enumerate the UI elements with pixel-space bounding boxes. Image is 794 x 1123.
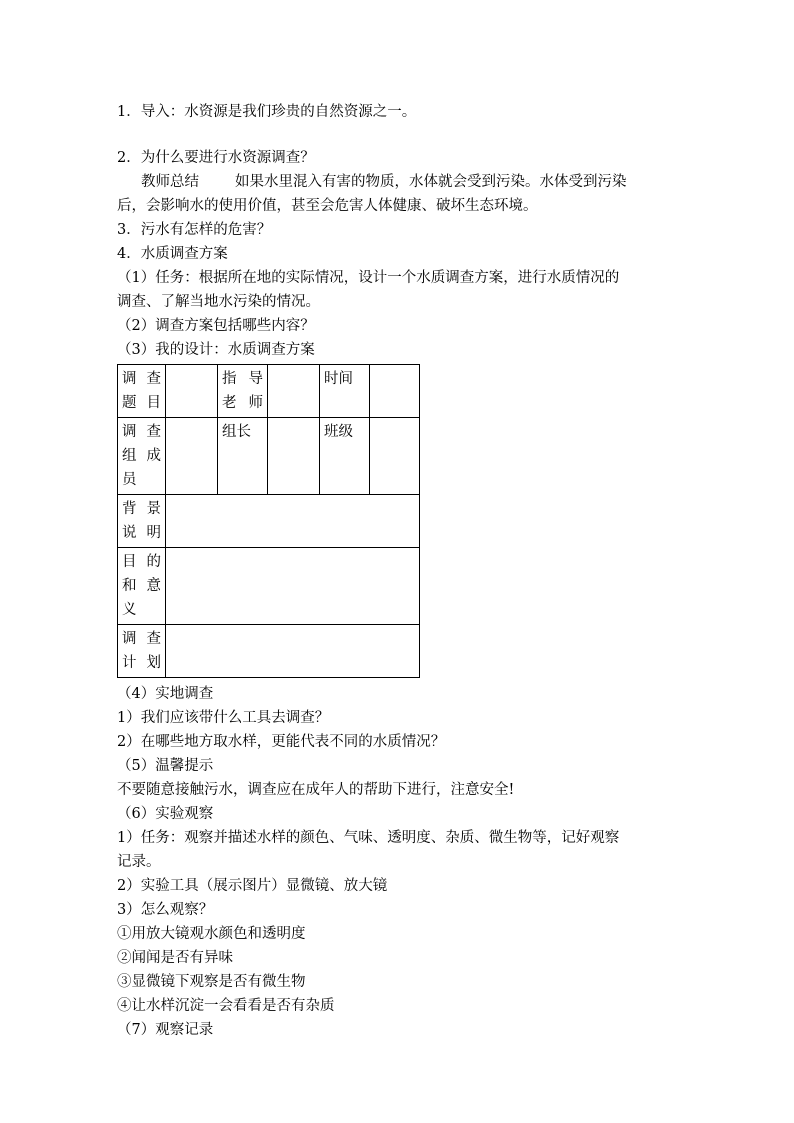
field-survey-heading: （4）实地调查: [117, 686, 214, 702]
experiment-task-continued: 记录。: [117, 854, 161, 870]
section-plan-heading: 4．水质调查方案: [117, 246, 228, 262]
teacher-summary-line: [117, 170, 677, 194]
how-to-observe: 3）怎么观察？: [117, 902, 214, 918]
label-leader: 组长: [218, 418, 268, 495]
advisor-cell[interactable]: [268, 365, 320, 418]
plan-contents-question: （2）调查方案包括哪些内容？: [117, 318, 315, 334]
list-item: ②闻闻是否有异味: [117, 950, 233, 966]
survey-topic-cell[interactable]: [166, 365, 218, 418]
experiment-heading: （6）实验观察: [117, 806, 214, 822]
table-row: [118, 365, 420, 418]
teacher-summary-label: 教师总结: [141, 174, 199, 190]
time-cell[interactable]: [370, 365, 420, 418]
task-line-continued: 调查、了解当地水污染的情况。: [117, 294, 320, 310]
blank-line: [117, 124, 677, 146]
background-cell[interactable]: [166, 495, 420, 548]
label-advisor: 指导老师: [218, 365, 268, 418]
question-harm: 3．污水有怎样的危害？: [117, 222, 272, 238]
leader-cell[interactable]: [268, 418, 320, 495]
plan-cell[interactable]: [166, 625, 420, 678]
list-item: ①用放大镜观水颜色和透明度: [117, 926, 306, 942]
teacher-summary-continued: 后，会影响水的使用价值，甚至会危害人体健康、破坏生态环境。: [117, 198, 538, 214]
teacher-summary-text: 如果水里混入有害的物质，水体就会受到污染。水体受到污染: [235, 174, 627, 190]
tools-question: 1）我们应该带什么工具去调查？: [117, 710, 330, 726]
sampling-question: 2）在哪些地方取水样，更能代表不同的水质情况？: [117, 734, 446, 750]
safety-tip: 不要随意接触污水，调查应在成年人的帮助下进行，注意安全!: [117, 782, 515, 798]
label-background: 背景说明: [118, 495, 166, 548]
task-line: （1）任务：根据所在地的实际情况，设计一个水质调查方案，进行水质情况的: [117, 270, 620, 286]
tips-heading: （5）温馨提示: [117, 758, 214, 774]
question-why-survey: 2．为什么要进行水资源调查？: [117, 150, 315, 166]
list-item: ③显微镜下观察是否有微生物: [117, 974, 306, 990]
label-survey-topic: 调查题目: [118, 365, 166, 418]
survey-plan-table: [117, 364, 420, 678]
label-time: 时间: [320, 365, 370, 418]
table-row: [118, 495, 420, 548]
label-members: 调查组成员: [118, 418, 166, 495]
table-row: [118, 548, 420, 625]
list-item: ④让水样沉淀一会看看是否有杂质: [117, 998, 335, 1014]
label-purpose: 目的和意义: [118, 548, 166, 625]
experiment-task: 1）任务：观察并描述水样的颜色、气味、透明度、杂质、微生物等，记好观察: [117, 830, 620, 846]
label-plan: 调查计划: [118, 625, 166, 678]
observation-record-heading: （7）观察记录: [117, 1022, 214, 1038]
members-cell[interactable]: [166, 418, 218, 495]
table-row: [118, 418, 420, 495]
document-body: [117, 100, 677, 1042]
purpose-cell[interactable]: [166, 548, 420, 625]
my-design-heading: （3）我的设计：水质调查方案: [117, 342, 315, 358]
class-cell[interactable]: [370, 418, 420, 495]
table-row: [118, 625, 420, 678]
intro-line: 1．导入：水资源是我们珍贵的自然资源之一。: [117, 104, 417, 120]
experiment-tools: 2）实验工具（展示图片）显微镜、放大镜: [117, 878, 388, 894]
label-class: 班级: [320, 418, 370, 495]
